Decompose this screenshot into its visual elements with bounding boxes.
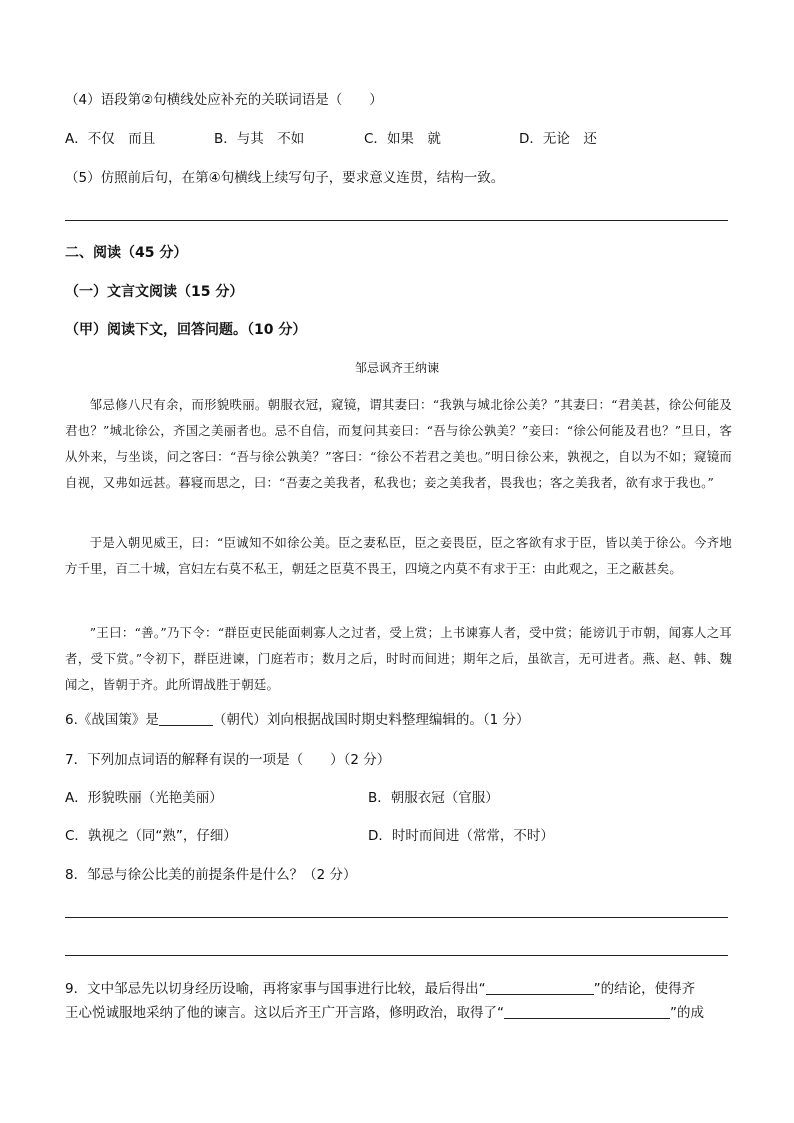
q4-option-a-text: 不仅 而且 <box>87 131 156 147</box>
q4-option-c-letter: C． <box>364 131 387 147</box>
passage-paragraph-2: 于是入朝见威王，曰：“臣诚知不如徐公美。臣之妻私臣，臣之妾畏臣，臣之客欲有求于臣，皆以美于徐公。今齐地方千里，百二十城，宫妇左右莫不私王，朝廷之臣莫不畏王，四境之内莫不有求于王：由此观之，王之蔽甚矣。 <box>65 535 732 576</box>
q6-text-before: 6.《战国策》是 <box>65 712 159 728</box>
q4-option-a <box>65 130 155 148</box>
q7-option-c <box>65 827 237 845</box>
part-jia-heading: （甲）阅读下文，回答问题。（10 分） <box>65 322 307 338</box>
passage-paragraph-1: 邹忌修八尺有余，而形貌昳丽。朝服衣冠，窥镜，谓其妻曰：“我孰与城北徐公美？”其妻曰：“君美甚，徐公何能及君也？”城北徐公，齐国之美丽者也。忌不自信，而复问其妾曰：“吾与徐公孰美？”妾曰：“徐公何能及君也？”旦日，客从外来，与坐谈，问之客曰：“吾与徐公孰美？”客曰：“徐公不若君之美也。”明日徐公来，孰视之，自以为不如；窥镜而自视，又弗如远甚。暮寝而思之，曰：“吾妻之美我者，私我也；妾之美我者，畏我也；客之美我者，欲有求于我也。” <box>65 397 732 490</box>
q4-option-b <box>214 130 304 148</box>
q7-option-a-text: 形貌昳丽（光艳美丽） <box>87 790 223 806</box>
question-5-stem: （5）仿照前后句，在第④句横线上续写句子，要求意义连贯，结构一致。 <box>65 170 505 186</box>
q7-option-b <box>368 789 499 807</box>
q9-line2-before: 王心悦诚服地采纳了他的谏言。这以后齐王广开言路，修明政治，取得了“ <box>65 1005 504 1021</box>
q5-answer-line[interactable] <box>65 220 728 221</box>
q4-option-d-text: 无论 还 <box>542 131 597 147</box>
q7-option-c-text: 孰视之（同“熟”，仔细） <box>87 828 237 844</box>
q9-line2-after: ”的成 <box>670 1005 704 1021</box>
q4-option-d-letter: D． <box>519 131 543 147</box>
q8-answer-line-1[interactable] <box>65 917 728 918</box>
q7-option-a <box>65 789 223 807</box>
q4-option-a-letter: A． <box>65 131 88 147</box>
question-4-stem: （4）语段第②句横线处应补充的关联词语是（ ） <box>65 92 383 108</box>
q6-blank[interactable] <box>159 711 213 726</box>
q9-line1-after: ”的结论，使得齐 <box>593 981 696 997</box>
q4-option-b-letter: B． <box>214 131 237 147</box>
q7-option-b-letter: B． <box>368 790 391 806</box>
question-9-line-1 <box>65 980 695 998</box>
q7-option-c-letter: C． <box>65 828 88 844</box>
q7-option-d-text: 时时而间进（常常，不时） <box>391 828 554 844</box>
q9-blank-2[interactable] <box>504 1004 670 1019</box>
classical-reading-heading: （一）文言文阅读（15 分） <box>65 284 244 300</box>
q8-answer-line-2[interactable] <box>65 955 728 956</box>
section-2-heading: 二、阅读（45 分） <box>65 245 188 261</box>
q6-text-after: （朝代）刘向根据战国时期史料整理编辑的。（1 分） <box>212 712 530 728</box>
question-9-line-2 <box>65 1004 704 1022</box>
q7-option-d-letter: D． <box>368 828 392 844</box>
q4-option-c <box>364 130 441 148</box>
q4-option-b-text: 与其 不如 <box>236 131 305 147</box>
question-7-stem: 7．下列加点词语的解释有误的一项是（ ）（2 分） <box>65 752 391 768</box>
q4-option-d <box>519 130 597 148</box>
question-8-stem: 8．邹忌与徐公比美的前提条件是什么？（2 分） <box>65 867 357 883</box>
question-6 <box>65 711 530 729</box>
q9-line1-before: 9．文中邹忌先以切身经历设喻，再将家事与国事进行比较，最后得出“ <box>65 981 486 997</box>
passage-title: 邹忌讽齐王纳谏 <box>354 361 439 375</box>
q7-option-b-text: 朝服衣冠（官服） <box>390 790 499 806</box>
q9-blank-1[interactable] <box>486 980 594 995</box>
q4-option-c-text: 如果 就 <box>386 131 441 147</box>
q7-option-a-letter: A． <box>65 790 88 806</box>
q7-option-d <box>368 827 554 845</box>
passage-paragraph-3: ”王曰：“善。”乃下令：“群臣吏民能面刺寡人之过者，受上赏；上书谏寡人者，受中赏；能谤讥于市朝，闻寡人之耳者，受下赏。”令初下，群臣进谏，门庭若市；数月之后，时时而间进；期年之后，虽欲言，无可进者。燕、赵、韩、魏闻之，皆朝于齐。此所谓战胜于朝廷。 <box>65 625 732 692</box>
